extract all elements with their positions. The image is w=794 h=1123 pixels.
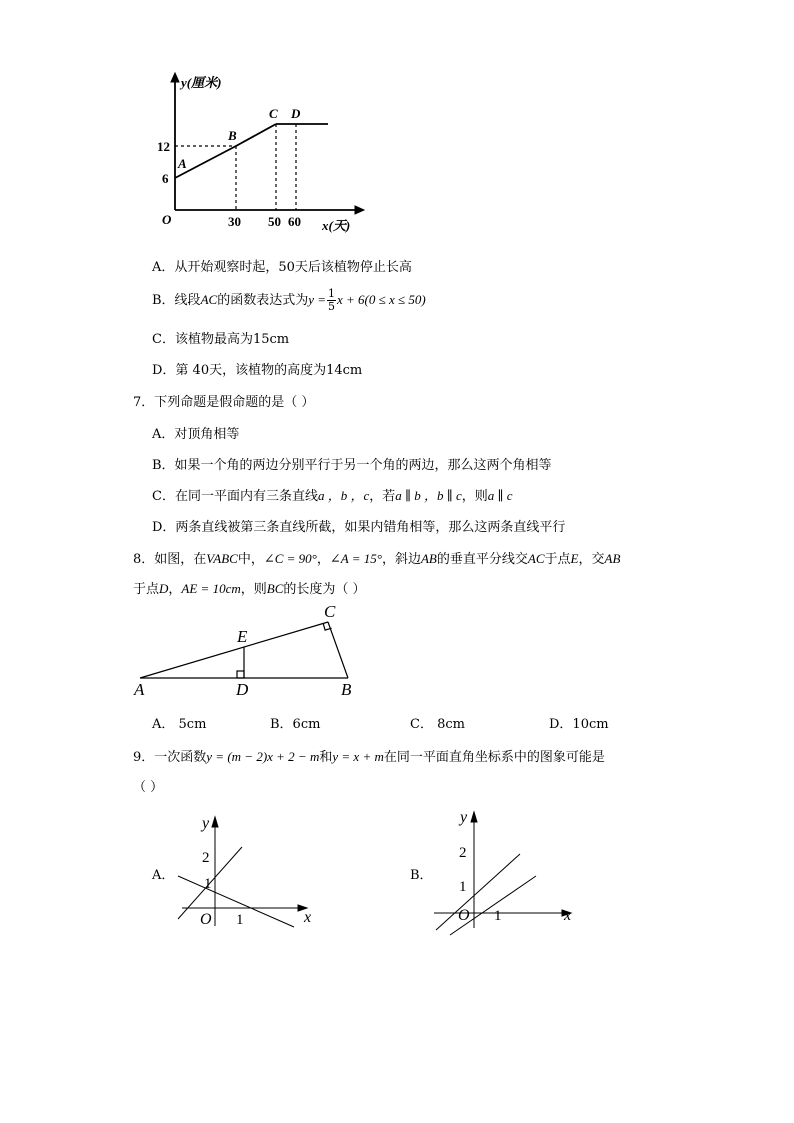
y-axis-arrow	[212, 817, 218, 827]
line-1	[436, 854, 520, 930]
q6-b-mid: 的函数表达式为	[217, 293, 309, 308]
side-ac	[140, 622, 328, 678]
q7-stem: 7．下列命题是假命题的是（ ）	[133, 395, 315, 410]
tick-1: 1	[459, 879, 467, 895]
y-tick-12: 12	[157, 139, 170, 154]
q8-text: ，则	[240, 582, 267, 597]
q8-text: 中，	[237, 552, 264, 567]
q8-e: E	[570, 551, 579, 566]
q9-option-a-label: A．	[152, 868, 175, 883]
q8-text: ，	[316, 552, 330, 567]
tri-label-b: B	[341, 680, 352, 699]
q7-c-cond: a ∥ b ，b ∥ c	[395, 488, 462, 503]
q8-ae: AE = 10cm	[181, 581, 241, 596]
q7-c-vars: a ，b ，c	[317, 488, 370, 503]
origin-label: O	[162, 212, 172, 227]
q9-option-b-label: B．	[410, 868, 433, 883]
point-a-label: A	[178, 156, 187, 171]
q6-b-fraction	[327, 288, 336, 313]
fraction-denominator: 5	[328, 300, 335, 313]
x-axis-arrow	[355, 206, 364, 214]
q9-text: 在同一平面直角坐标系中的图象可能是	[383, 750, 605, 765]
origin-label: O	[200, 911, 212, 928]
x-tick-30: 30	[228, 214, 241, 229]
q8-stem-line2	[133, 578, 366, 597]
q7-c-mid: ，若	[369, 489, 396, 504]
q7-c-prefix: C．在同一平面内有三条直线	[152, 489, 318, 504]
q8-ac: AC	[527, 551, 545, 566]
side-bc	[328, 622, 348, 678]
q9-graph-b	[428, 800, 588, 940]
q8-text: 的垂直平分线交	[436, 552, 528, 567]
q8-option-d: D．10cm	[549, 717, 609, 732]
q9-text: 9．一次函数	[133, 750, 207, 765]
fraction-numerator: 1	[328, 287, 335, 300]
q8-stem-line1	[133, 548, 620, 567]
y-axis-arrow	[471, 812, 477, 822]
q6-b-eq-start: y =	[308, 292, 326, 307]
q9-stem-line1	[133, 746, 605, 765]
segment-bc	[236, 124, 276, 146]
q6-b-seg: AC	[200, 292, 218, 307]
q8-ab: AB	[420, 551, 437, 566]
tri-label-a: A	[134, 680, 145, 699]
y-axis-arrow	[171, 73, 179, 82]
point-c-label: C	[269, 106, 278, 121]
x-label: x	[304, 909, 312, 926]
right-angle-c	[323, 623, 331, 630]
q6-option-d: D．第 40天，该植物的高度为14cm	[152, 363, 363, 378]
q6-option-c: C．该植物最高为15cm	[152, 332, 290, 347]
q7-c-then: ，则	[461, 489, 488, 504]
q8-text: 于点	[544, 552, 571, 567]
q9-text: 和	[319, 750, 333, 765]
y-axis-label: y(厘米)	[181, 75, 222, 90]
x-label: x	[564, 907, 572, 924]
q8-option-b: B．6cm	[270, 717, 321, 732]
origin-label: O	[458, 907, 470, 924]
tick-x1: 1	[236, 912, 244, 928]
q8-d: D	[159, 581, 169, 596]
q9-f1: y = (m − 2)x + 2 − m	[206, 749, 320, 764]
q8-angle-c: ∠C = 90°	[263, 551, 317, 566]
x-tick-60: 60	[288, 214, 301, 229]
x-tick-50: 50	[268, 214, 281, 229]
q8-ab2: AB	[604, 551, 621, 566]
q7-c-res: a ∥ c	[487, 488, 513, 503]
triangle-figure	[130, 600, 370, 700]
tick-2: 2	[202, 850, 210, 866]
q7-option-c	[152, 485, 513, 504]
q7-option-d: D．两条直线被第三条直线所截，如果内错角相等，那么这两条直线平行	[152, 520, 566, 535]
tick-2: 2	[459, 845, 467, 861]
tri-label-e: E	[237, 627, 248, 646]
q6-b-prefix: B．线段	[152, 293, 201, 308]
q8-text: 于点	[133, 582, 160, 597]
q8-angle-a: ∠A = 15°	[329, 551, 382, 566]
growth-graph	[150, 60, 370, 240]
q8-text: 的长度为（ ）	[283, 582, 366, 597]
q8-text: 8．如图，在	[133, 552, 207, 567]
tri-label-d: D	[236, 680, 249, 699]
q8-text: ，	[168, 582, 182, 597]
q9-graph-a	[170, 808, 330, 938]
y-label: y	[202, 815, 210, 832]
q6-option-a: A．从开始观察时起，50天后该植物停止长高	[152, 260, 412, 275]
y-label: y	[460, 809, 468, 826]
q8-bc: BC	[266, 581, 284, 596]
q8-text: ，斜边	[381, 552, 421, 567]
q6-option-b	[152, 288, 426, 313]
tick-1: 1	[204, 876, 212, 892]
q8-text: ，交	[578, 552, 605, 567]
point-d-label: D	[291, 106, 301, 121]
q7-option-b: B．如果一个角的两边分别平行于另一个角的两边，那么这两个角相等	[152, 458, 552, 473]
q7-option-a: A．对顶角相等	[152, 427, 240, 442]
q8-option-a: A． 5cm	[152, 717, 207, 732]
tri-label-c: C	[324, 602, 336, 621]
q9-stem-line2: （ ）	[133, 780, 164, 795]
q8-triangle: VABC	[206, 551, 238, 566]
q9-f2: y = x + m	[332, 749, 384, 764]
q8-option-c: C． 8cm	[410, 717, 465, 732]
tick-x1: 1	[494, 908, 502, 924]
x-axis-label: x(天)	[322, 218, 351, 233]
y-tick-6: 6	[162, 171, 169, 186]
q6-b-eq-end: x + 6(0 ≤ x ≤ 50)	[337, 292, 426, 307]
point-b-label: B	[228, 128, 237, 143]
right-angle-d	[237, 671, 244, 678]
